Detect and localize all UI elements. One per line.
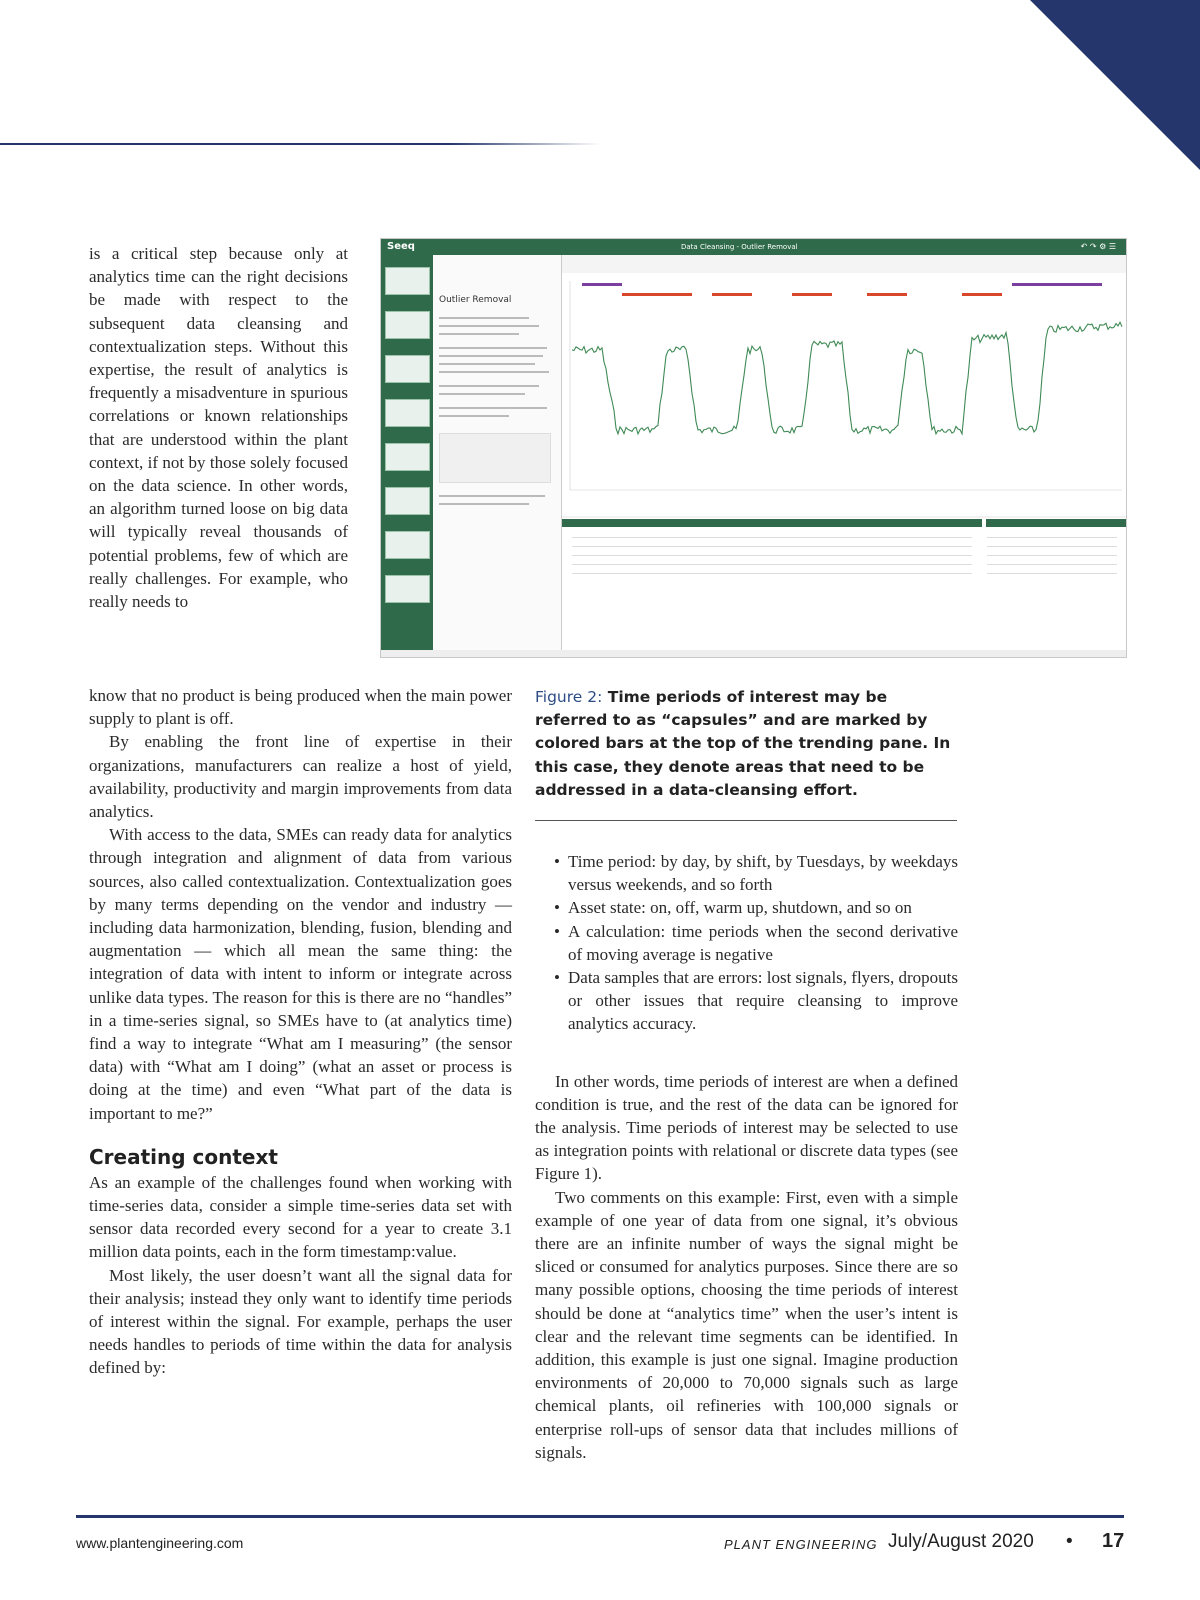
text-line — [439, 317, 529, 319]
text-line — [439, 415, 509, 417]
app-sidebar — [381, 255, 433, 650]
paragraph: In other words, time periods of interest are when a defined condition is true, and the rest of the data can be ignored for the analysis. Time periods of interest may be selected to use as integration points with relational or discrete data types (see Figure 1). — [535, 1071, 958, 1184]
figure-screenshot — [380, 238, 1127, 658]
details-table — [572, 537, 1117, 574]
paragraph: know that no product is being produced when the main power supply to plant is off. — [89, 686, 512, 729]
article-right-column — [535, 850, 958, 1464]
article-top-column — [89, 242, 348, 613]
sidebar-thumbnail — [385, 311, 430, 339]
list-item: • A calculation: time periods when the second derivative of moving average is negative — [535, 920, 958, 966]
page-number: 17 — [1102, 1530, 1125, 1552]
sidebar-thumbnail — [385, 443, 430, 471]
panel-title: Outlier Removal — [439, 295, 512, 305]
trend-chart — [562, 255, 1126, 650]
paragraph: As an example of the challenges found when working with time-series data, consider a simple time-series data set with sensor data recorded every second for a year to create 3.1 million data points, each in the form timestamp:value. — [89, 1172, 512, 1262]
capsule-bar — [622, 293, 692, 296]
table-row — [987, 564, 1117, 565]
paragraph: By enabling the front line of expertise in their organizations, manufacturers can realize a host of yield, availability, productivity and margin improvements from data analytics. — [89, 732, 512, 822]
table-row — [987, 546, 1117, 547]
capsule-bar — [962, 293, 1002, 296]
toolbar-icons: ↶ ↷ ⚙ ☰ — [1080, 242, 1116, 251]
app-titlebar — [381, 239, 1126, 255]
list-item: • Asset state: on, off, warm up, shutdown, and so on — [535, 896, 958, 919]
table-row — [987, 537, 1117, 538]
table-row — [572, 555, 972, 556]
footer-bullet: • — [1066, 1531, 1073, 1552]
text-line — [439, 347, 547, 349]
text-line — [439, 355, 543, 357]
code-block — [439, 433, 551, 483]
text-line — [439, 393, 525, 395]
sidebar-thumbnail — [385, 355, 430, 383]
list-item: • Time period: by day, by shift, by Tuesdays, by weekdays versus weekends, and so forth — [535, 850, 958, 896]
table-row — [572, 573, 972, 574]
window-title: Data Cleansing - Outlier Removal — [681, 243, 798, 251]
sidebar-thumbnail — [385, 267, 430, 295]
table-row — [987, 555, 1117, 556]
table-row — [572, 546, 972, 547]
caption-rule — [535, 820, 957, 821]
app-logo: Seeq — [387, 241, 415, 252]
text-line — [439, 333, 519, 335]
sidebar-thumbnail — [385, 399, 430, 427]
caption-label: Figure 2: — [535, 688, 603, 706]
capsule-bar — [712, 293, 752, 296]
text-line — [439, 503, 529, 505]
trend-pane — [562, 255, 1126, 650]
header-rule — [0, 143, 600, 145]
sidebar-thumbnail — [385, 575, 430, 603]
text-line — [439, 371, 549, 373]
section-heading: Creating context — [89, 1144, 278, 1169]
paragraph: is a critical step because only at analytics time can the right decisions be made with respect to the subsequent data cleansing and contextualization steps. Without this expertise, the result of analytics is frequently a misadventure in spurious correlations or known relationships that are understood within the plant context, if not by those solely focused on the data science. In other words, an algorithm turned loose on big data will typically reveal thousands of potential problems, few of which are really challenges. For example, who really needs to — [89, 244, 348, 612]
sidebar-thumbnail — [385, 487, 430, 515]
paragraph: With access to the data, SMEs can ready data for analytics through integration and alignment of data from various sources, also called contextualization. Contextualization goes by many terms depending on the vendor and industry — including data harmonization, blending, fusion, blending and augmentation — which all mean the same thing: the integration of data with intent to inform or integrate across unlike data types. The reason for this is there are no “handles” in a time-series signal, so SMEs have to (at analytics time) find a way to integrate “What am I measuring” (the sensor data) with “What am I doing” (what an asset or process is doing at the time) and even “What part of the data is important to me?” — [89, 825, 512, 1123]
text-line — [439, 495, 545, 497]
text-line — [439, 385, 539, 387]
footer-issue-date: July/August 2020 — [888, 1531, 1034, 1552]
paragraph: Two comments on this example: First, even with a simple example of one year of data from one signal, it’s obvious there are an infinite number of ways the signal might be sliced or consumed for analytics purposes. Since there are so many possible options, choosing the time periods of interest should be done at “analytics time” when the user’s intent is clear and the relevant time segments can be identified. In addition, this example is just one signal. Imagine production environments of 20,000 to 70,000 signals such as large chemical plants, oil refineries with 100,000 signals or enterprise roll-ups of sensor data that includes millions of signals. — [535, 1187, 958, 1462]
sidebar-thumbnail — [385, 531, 430, 559]
footer-magazine: PLANT ENGINEERING — [724, 1537, 878, 1552]
figure-caption — [535, 686, 955, 802]
corner-decoration — [1000, 0, 1200, 200]
footer-url: www.plantengineering.com — [76, 1535, 244, 1551]
text-line — [439, 363, 535, 365]
journal-panel — [433, 255, 562, 650]
capsule-bars — [582, 283, 1102, 296]
table-row — [572, 537, 972, 538]
capsule-bar — [867, 293, 907, 296]
capsule-bar — [582, 283, 622, 286]
capsule-bar — [792, 293, 832, 296]
paragraph: Most likely, the user doesn’t want all the signal data for their analysis; instead they only want to identify time periods of interest within the signal. For example, perhaps the user needs handles to periods of time within the data for analysis defined by: — [89, 1265, 512, 1378]
footer-rule — [76, 1515, 1124, 1518]
table-row — [987, 573, 1117, 574]
article-left-column — [89, 684, 512, 1380]
bullet-list — [535, 850, 958, 1036]
table-row — [572, 564, 972, 565]
capsule-bar — [1012, 283, 1102, 286]
text-line — [439, 325, 539, 327]
list-item: • Data samples that are errors: lost signals, flyers, dropouts or other issues that require cleansing to improve analytics accuracy. — [535, 966, 958, 1036]
trend-line — [572, 322, 1122, 434]
caption-text: Time periods of interest may be referred to as “capsules” and are marked by colored bars at the top of the trending pane. In this case, they denote areas that need to be addressed in a data-cleansing effort. — [535, 688, 951, 799]
status-bar — [381, 650, 1126, 657]
text-line — [439, 407, 547, 409]
